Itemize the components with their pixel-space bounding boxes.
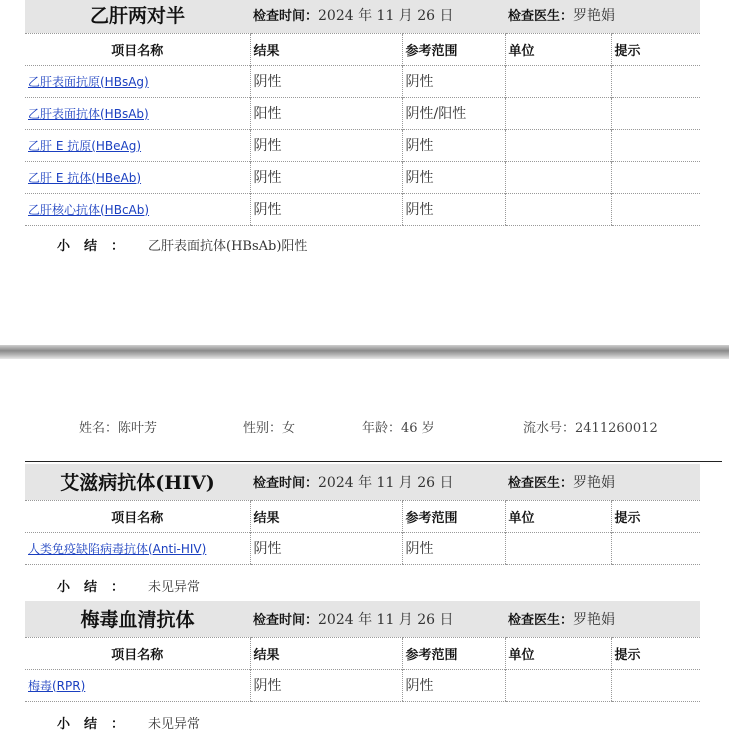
table-row	[25, 161, 700, 193]
result-cell: 阴性	[250, 532, 402, 564]
summary-text: 乙肝表面抗体(HBsAb)阳性	[148, 239, 308, 254]
result-cell: 阴性	[250, 193, 402, 225]
hint-cell	[611, 669, 700, 701]
result-cell: 阳性	[250, 97, 402, 129]
table-row	[25, 532, 700, 564]
item-link[interactable]: 乙肝 E 抗原(HBeAg)	[28, 138, 142, 153]
item-link[interactable]: 乙肝核心抗体(HBcAb)	[28, 202, 150, 217]
col-ref-header: 参考范围	[402, 500, 505, 532]
hint-cell	[611, 129, 700, 161]
col-name-header: 项目名称	[25, 500, 250, 532]
summary-hepatitis-b	[57, 235, 307, 254]
item-link[interactable]: 乙肝表面抗原(HBsAg)	[28, 74, 149, 89]
summary-syphilis	[57, 713, 200, 732]
check-time-label: 检查时间：	[253, 8, 319, 24]
summary-label: 小结：	[57, 239, 139, 254]
ref-cell: 阴性	[402, 65, 505, 97]
ref-cell: 阴性	[402, 669, 505, 701]
table-row	[25, 193, 700, 225]
ref-cell: 阴性	[402, 193, 505, 225]
result-cell: 阴性	[250, 65, 402, 97]
col-hint-header: 提示	[611, 637, 700, 669]
col-name-header: 项目名称	[25, 33, 250, 65]
patient-serial: 流水号：2411260012	[523, 421, 658, 436]
patient-name: 姓名：陈叶芳	[79, 421, 158, 436]
col-result-header: 结果	[250, 33, 402, 65]
doctor-name: 罗艳娟	[573, 7, 616, 24]
col-ref-header: 参考范围	[402, 637, 505, 669]
check-date: 2024 年 11 月 26 日	[318, 474, 454, 491]
section-syphilis	[25, 601, 700, 702]
col-result-header: 结果	[250, 637, 402, 669]
hint-cell	[611, 97, 700, 129]
summary-text: 未见异常	[148, 717, 201, 732]
hint-cell	[611, 193, 700, 225]
check-time-label: 检查时间：	[253, 475, 319, 491]
hint-cell	[611, 161, 700, 193]
doctor-label: 检查医生：	[508, 8, 574, 24]
ref-cell: 阴性	[402, 161, 505, 193]
ref-cell: 阴性/阳性	[402, 97, 505, 129]
unit-cell	[505, 669, 611, 701]
unit-cell	[505, 161, 611, 193]
ref-cell: 阴性	[402, 532, 505, 564]
col-unit-header: 单位	[505, 33, 611, 65]
doctor-label: 检查医生：	[508, 475, 574, 491]
check-date: 2024 年 11 月 26 日	[318, 7, 454, 24]
doctor-name: 罗艳娟	[573, 611, 616, 628]
hiv-table	[25, 464, 700, 565]
section-hepatitis-b	[25, 0, 700, 226]
hint-cell	[611, 532, 700, 564]
section-title: 梅毒血清抗体	[25, 601, 250, 637]
hint-cell	[611, 65, 700, 97]
unit-cell	[505, 65, 611, 97]
unit-cell	[505, 532, 611, 564]
doctor-name: 罗艳娟	[573, 474, 616, 491]
item-link[interactable]: 乙肝表面抗体(HBsAb)	[28, 106, 149, 121]
item-link[interactable]: 乙肝 E 抗体(HBeAb)	[28, 170, 142, 185]
divider	[25, 461, 722, 462]
table-row	[25, 129, 700, 161]
page-break	[0, 345, 729, 359]
patient-age: 年龄：46 岁	[362, 421, 435, 436]
unit-cell	[505, 97, 611, 129]
patient-sex: 性别：女	[243, 421, 296, 436]
summary-label: 小结：	[57, 580, 139, 595]
item-link[interactable]: 人类免疫缺陷病毒抗体(Anti-HIV)	[28, 541, 207, 556]
section-title: 乙肝两对半	[25, 0, 250, 33]
hepatitis-b-table	[25, 0, 700, 226]
result-cell: 阴性	[250, 161, 402, 193]
col-hint-header: 提示	[611, 33, 700, 65]
section-hiv	[25, 464, 700, 565]
section-title: 艾滋病抗体(HIV)	[25, 464, 250, 500]
unit-cell	[505, 129, 611, 161]
summary-text: 未见异常	[148, 580, 201, 595]
check-time-label: 检查时间：	[253, 612, 319, 628]
ref-cell: 阴性	[402, 129, 505, 161]
summary-label: 小结：	[57, 717, 139, 732]
syphilis-table	[25, 601, 700, 702]
col-name-header: 项目名称	[25, 637, 250, 669]
table-row	[25, 65, 700, 97]
item-link[interactable]: 梅毒(RPR)	[28, 678, 86, 693]
col-result-header: 结果	[250, 500, 402, 532]
result-cell: 阴性	[250, 129, 402, 161]
summary-hiv	[57, 576, 200, 595]
col-unit-header: 单位	[505, 637, 611, 669]
doctor-label: 检查医生：	[508, 612, 574, 628]
col-unit-header: 单位	[505, 500, 611, 532]
result-cell: 阴性	[250, 669, 402, 701]
unit-cell	[505, 193, 611, 225]
table-row	[25, 669, 700, 701]
check-date: 2024 年 11 月 26 日	[318, 611, 454, 628]
col-ref-header: 参考范围	[402, 33, 505, 65]
table-row	[25, 97, 700, 129]
col-hint-header: 提示	[611, 500, 700, 532]
